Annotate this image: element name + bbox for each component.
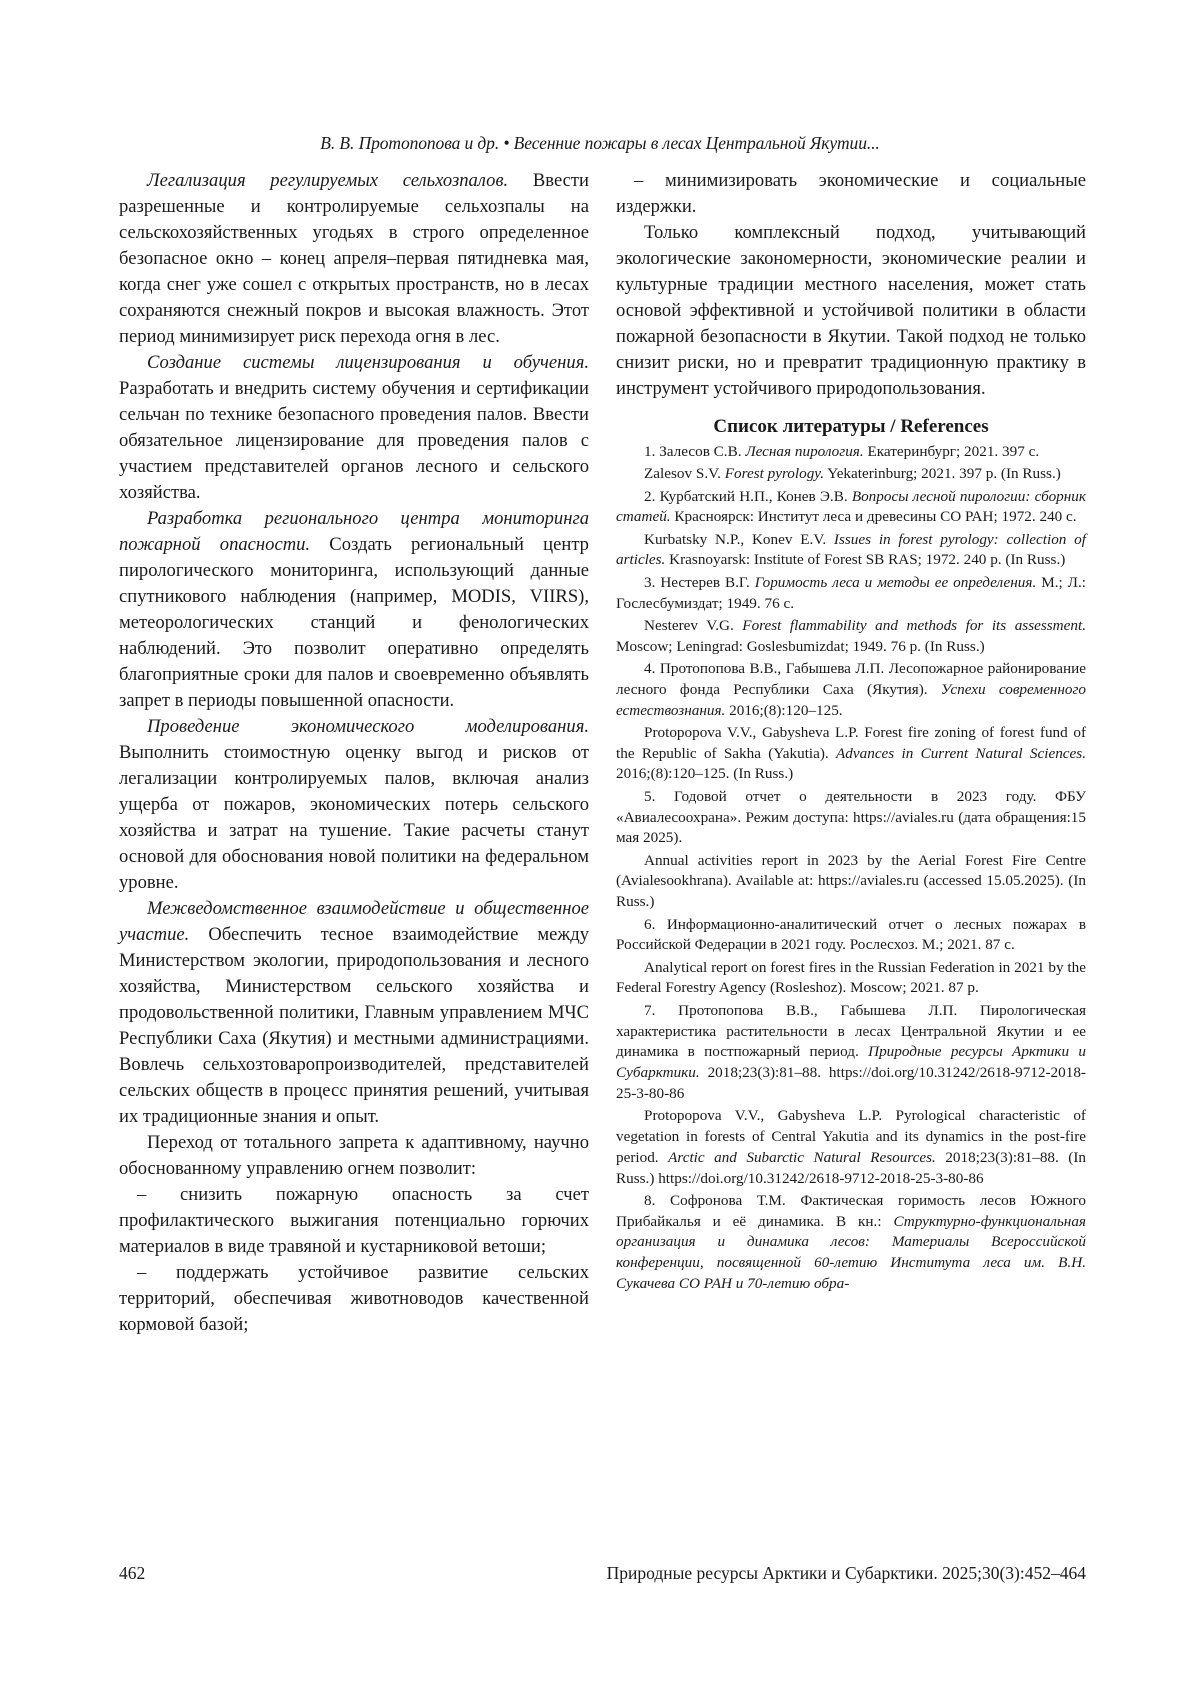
reference-text: Kurbatsky N.P., Konev E.V. [644,530,834,548]
reference-text: Krasnoyarsk: Institute of Forest SB RAS; 1972. 240 p. (In Russ.) [665,551,1066,569]
reference-text: 7. Протопопова В.В., Габышева Л.П. Пирологическая характеристика растительности в лесах Центральной Якутии и ее динамика в постпожарный период. [616,1001,1086,1061]
paragraph-lead: Межведомственное взаимодействие и общественное участие. [119,898,589,945]
left-column [119,168,589,1338]
reference-title: Вопросы лесной пирологии: сборник статей. [616,487,1086,526]
reference-title: Arctic and Subarctic Natural Resources. [668,1148,936,1166]
paragraph-conclusion: Только комплексный подход, учитывающий экологические закономерности, экономические реалии и культурные традиции местного населения, может стать основой эффективной и устойчивой политики в области пожарной безопасности в Якутии. Такой подход не только снизит риски, но и превратит традиционную практику в инструмент устойчивого природопользования. [616,222,1086,399]
reference-text: 2. Курбатский Н.П., Конев Э.В. [644,487,852,505]
reference-text: 6. Информационно-аналитический отчет о лесных пожарах в Российской Федерации в 2021 году. Рослесхоз. М.; 2021. 87 с. [616,915,1086,954]
paragraph-transition: Переход от тотального запрета к адаптивному, научно обоснованному управлению огнем позволит: [119,1132,589,1179]
reference-text: 2018;23(3):81–88. (In Russ.) https://doi.org/10.31242/2618-9712-2018-25-3-80-86 [616,1148,1086,1187]
reference-text: Protopopova V.V., Gabysheva L.P. Forest fire zoning of forest fund of the Republic of Sakha (Yakutia). [616,723,1086,762]
reference-text: Moscow; Leningrad: Goslesbumizdat; 1949. 76 p. (In Russ.) [616,637,985,655]
reference-entry [616,659,1086,721]
reference-entry [616,616,1086,658]
reference-text: 1. Залесов С.В. [644,443,746,460]
reference-title: Forest pyrology. [724,465,825,483]
reference-entry [616,1001,1086,1105]
paragraph-licensing [119,350,589,506]
paragraph-body: Обеспечить тесное взаимодействие между Министерством экологии, природопользования и лесного хозяйства, Министерством сельского хозяйства и продовольственной политики, Главным управлением МЧС Республики Саха (Якутия) и местными администрациями. Вовлечь сельхозтоваропроизводителей, представителей сельских обществ в процесс принятия решений, учитывая их традиционные знания и опыт. [119,924,589,1127]
reference-entry [616,1106,1086,1189]
reference-text: Annual activities report in 2023 by the Aerial Forest Fire Centre (Avialesookhrana). Available at: https://aviales.ru (accessed 15.05.2025). (In Russ.) [616,851,1086,911]
reference-entry [616,787,1086,849]
reference-text: Екатеринбург; 2021. 397 с. [863,443,1040,460]
paragraph-cooperation [119,896,589,1130]
reference-entry [616,530,1086,572]
reference-title: Лесная пирология. [745,443,864,460]
reference-text: Zalesov S.V. [644,465,725,483]
reference-text: Nesterev V.G. [644,616,743,634]
bullet-item: – минимизировать экономические и социальные издержки. [616,170,1086,217]
paragraph-body: Выполнить стоимостную оценку выгод и рисков от легализации контролируемых палов, включая анализ ущерба от пожаров, экономических потерь сельского хозяйства и затрат на тушение. Такие расчеты станут основой для обоснования новой политики на федеральном уровне. [119,742,589,893]
paragraph-lead: Легализация регулируемых сельхозпалов. [147,170,509,191]
reference-entry [616,958,1086,1000]
reference-text: 3. Нестерев В.Г. [644,573,755,591]
paragraph-body: Ввести разрешенные и контролируемые сельхозпалы на сельскохозяйственных угодьях в строго определенное безопасное окно – конец апреля–первая пятидневка мая, когда снег уже сошел с открытых пространств, но в лесах сохраняются снежный покров и высокая влажность. Этот период минимизирует риск перехода огня в лес. [119,170,589,347]
reference-entry [616,915,1086,957]
reference-text: Protopopova V.V., Gabysheva L.P. Pyrological characteristic of vegetation in forests of Central Yakutia and its dynamics in the post-fire period. [616,1107,1086,1166]
reference-text: 8. Софронова Т.М. Фактическая горимость лесов Южного Прибайкалья и её динамика. В кн.: [616,1191,1086,1230]
reference-text: 2018;23(3):81–88. https://doi.org/10.31242/2618-9712-2018-25-3-80-86 [616,1064,1086,1102]
journal-citation: Природные ресурсы Арктики и Субарктики. 2025;30(3):452–464 [606,1563,1086,1583]
paragraph-legalization [119,168,589,350]
reference-title: Структурно-функциональная организация и динамика лесов: Материалы Всероссийской конференции, посвященной 60-летию Института леса им. В.Н. Сукачева СО РАН и 70-летию обра- [616,1212,1086,1293]
bullet-item: – снизить пожарную опасность за счет профилактического выжигания потенциально горючих материалов в виде травяной и кустарниковой ветоши; [119,1184,589,1257]
reference-title: Advances in Current Natural Sciences. [836,744,1086,762]
reference-entry [616,1191,1086,1295]
reference-entry [616,464,1086,485]
paragraph-lead: Проведение экономического моделирования. [147,716,589,737]
reference-text: 4. Протопопова В.В., Габышева Л.П. Лесопожарное районирование лесного фонда Республики Саха (Якутия). [616,659,1086,698]
reference-entry [616,442,1086,463]
paragraph-lead: Создание системы лицензирования и обучения. [147,352,589,373]
conclusion-block [616,168,1086,402]
reference-text: 2016;(8):120–125. [725,701,843,719]
paragraph-body: Разработать и внедрить систему обучения и сертификации сельчан по технике безопасного проведения палов. Ввести обязательное лицензирование для проведения палов с участием представителей органов лесного и сельского хозяйства. [119,378,589,503]
right-column [616,168,1086,1296]
running-head: В. В. Протопопова и др. • Весенние пожары в лесах Центральной Якутии... [320,133,880,153]
reference-entry [616,487,1086,529]
references-heading: Список литературы / References [713,416,989,437]
reference-text: 5. Годовой отчет о деятельности в 2023 году. ФБУ «Авиалесоохрана». Режим доступа: https://aviales.ru (дата обращения:15 мая 2025). [616,787,1086,847]
reference-title: Успехи современного естествознания. [616,680,1086,719]
reference-title: Горимость леса и методы ее определения. [754,573,1037,591]
references-list [616,442,1086,1295]
paragraph-lead: Разработка регионального центра мониторинга пожарной опасности. [119,508,589,555]
reference-text: Analytical report on forest fires in the Russian Federation in 2021 by the Federal Forestry Agency (Rosleshoz). Moscow; 2021. 87 p. [616,958,1086,997]
paragraph-monitoring [119,506,589,714]
reference-text: Yekaterinburg; 2021. 397 p. (In Russ.) [824,465,1061,483]
bullet-item: – поддержать устойчивое развитие сельских территорий, обеспечивая животноводов качественной кормовой базой; [119,1262,589,1335]
reference-title: Forest flammability and methods for its assessment. [742,616,1086,634]
reference-title: Issues in forest pyrology: collection of articles. [616,530,1086,569]
reference-text: М.; Л.: Гослесбумиздат; 1949. 76 с. [616,573,1087,612]
reference-text: 2016;(8):120–125. (In Russ.) [616,765,794,783]
reference-entry [616,573,1086,615]
reference-entry [616,851,1086,913]
paragraph-economics [119,714,589,896]
reference-entry [616,723,1086,785]
reference-text: Красноярск: Институт леса и древесины СО РАН; 1972. 240 с. [670,508,1077,526]
page-number: 462 [119,1563,146,1583]
reference-title: Природные ресурсы Арктики и Субарктики. [616,1043,1086,1082]
paragraph-body: Создать региональный центр пирологического мониторинга, использующий данные спутникового наблюдения (например, MODIS, VIIRS), метеорологических станций и фенологических наблюдений. Это позволит оперативно определять благоприятные сроки для палов и своевременно объявлять запрет в периоды повышенной опасности. [119,534,589,711]
